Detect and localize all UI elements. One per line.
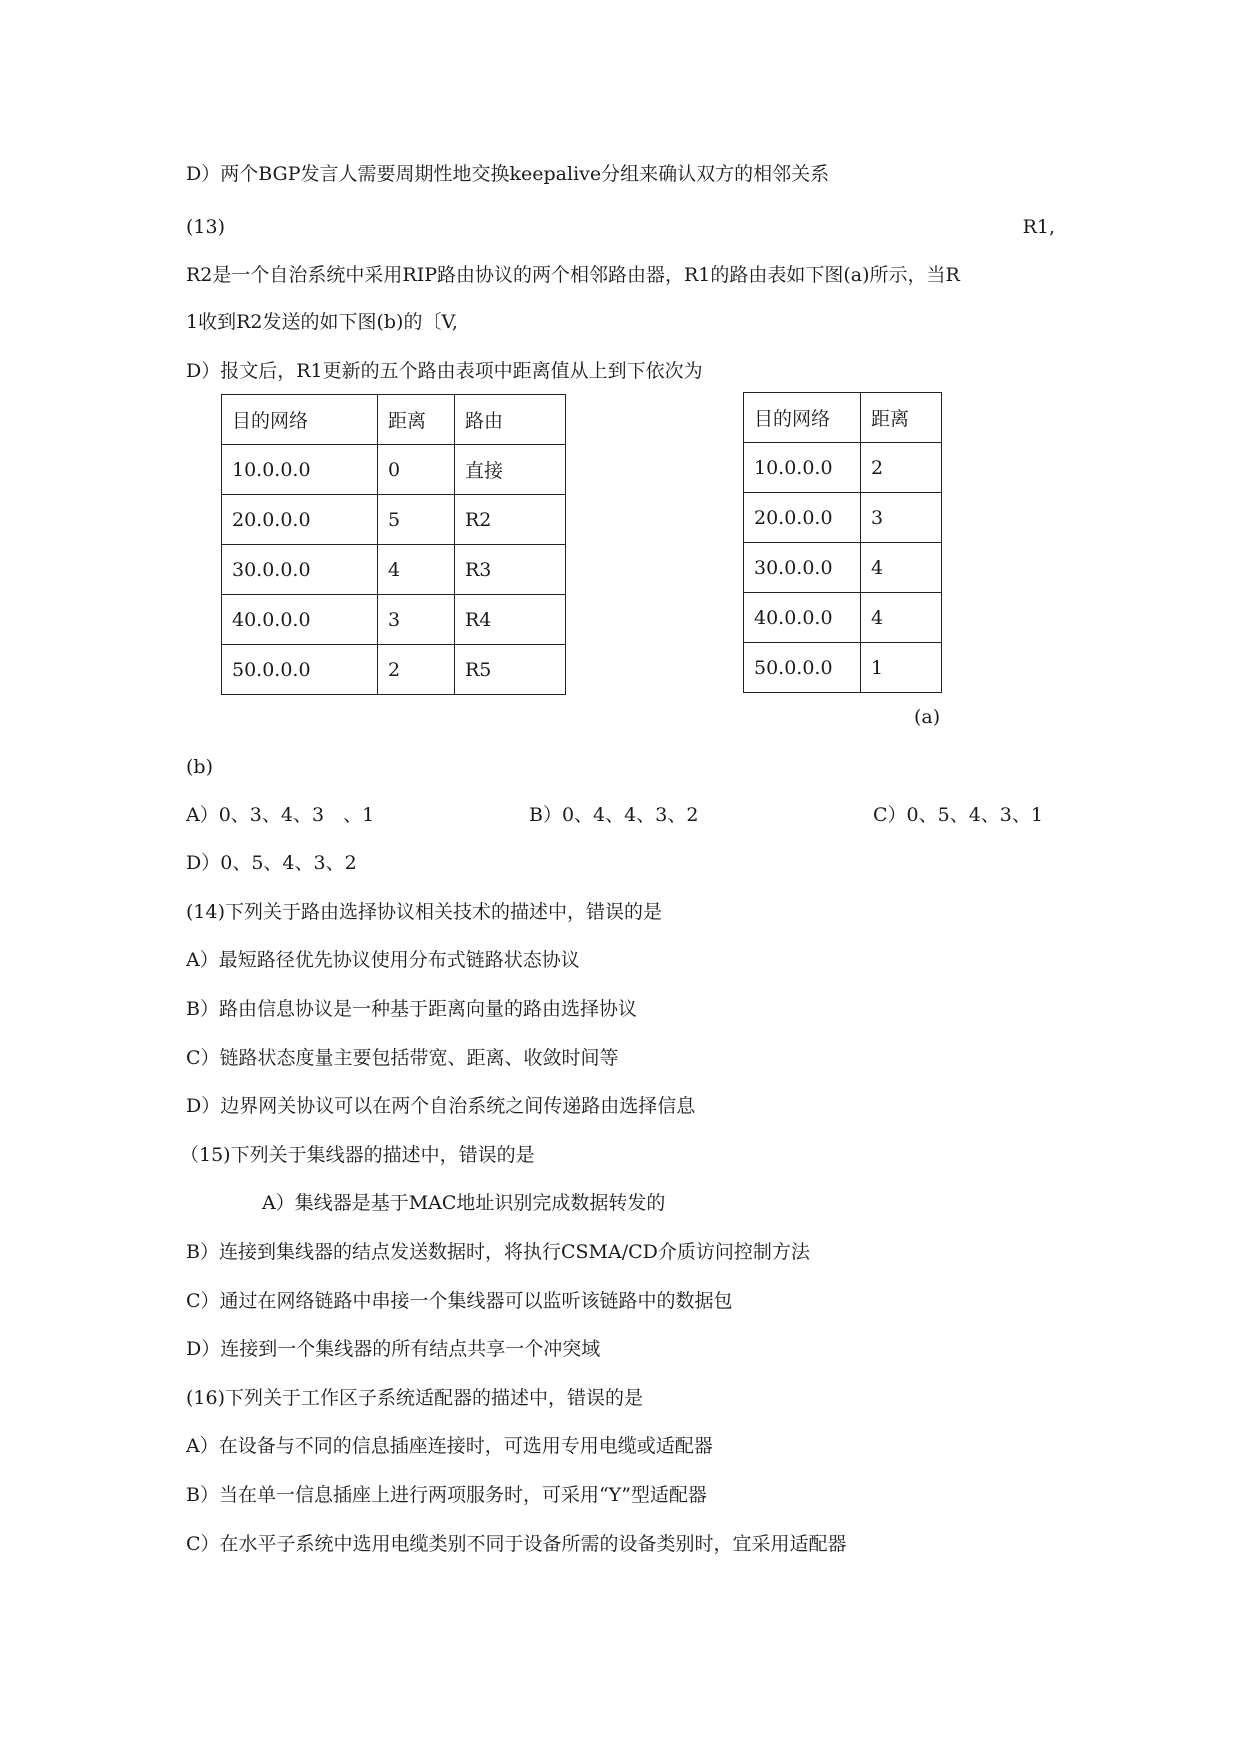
q16-option-a: A）在设备与不同的信息插座连接时，可选用专用电缆或适配器 (186, 1435, 713, 1457)
q15-option-d: D）连接到一个集线器的所有结点共享一个冲突域 (186, 1338, 601, 1360)
table-header-cell: 目的网络 (222, 395, 378, 445)
question-13-number: (13) (186, 216, 226, 238)
table-cell: 20.0.0.0 (744, 493, 861, 543)
table-row (744, 593, 942, 643)
table-cell: 30.0.0.0 (222, 545, 378, 595)
table-cell: 10.0.0.0 (222, 445, 378, 495)
caption-b: (b) (186, 756, 213, 778)
table-row (222, 495, 566, 545)
table-cell: 2 (861, 443, 942, 493)
table-cell: 1 (861, 643, 942, 693)
routing-table-a (221, 394, 566, 695)
table-cell: 50.0.0.0 (222, 645, 378, 695)
table-cell: 2 (378, 645, 455, 695)
q13-option-d: D）0、5、4、3、2 (186, 852, 357, 874)
table-cell: 40.0.0.0 (222, 595, 378, 645)
table-cell: 3 (861, 493, 942, 543)
q14-option-d: D）边界网关协议可以在两个自治系统之间传递路由选择信息 (186, 1095, 696, 1117)
table-cell: 50.0.0.0 (744, 643, 861, 693)
table-row (222, 645, 566, 695)
table-row (744, 543, 942, 593)
table-cell: 40.0.0.0 (744, 593, 861, 643)
table-header-cell: 路由 (455, 395, 566, 445)
table-cell: 4 (378, 545, 455, 595)
table-cell: 4 (861, 593, 942, 643)
table-header-cell: 距离 (378, 395, 455, 445)
table-cell: R2 (455, 495, 566, 545)
table-header-row (744, 393, 942, 443)
table-row (744, 643, 942, 693)
q13-option-c: C）0、5、4、3、1 (873, 804, 1043, 826)
question-13-text-line3: 1收到R2发送的如下图(b)的〔V, (186, 311, 458, 333)
q15-option-c: C）通过在网络链路中串接一个集线器可以监听该链路中的数据包 (186, 1290, 733, 1312)
table-cell: 直接 (455, 445, 566, 495)
question-13-r1: R1, (1022, 216, 1055, 238)
q14-option-b: B）路由信息协议是一种基于距离向量的路由选择协议 (186, 998, 637, 1020)
table-header-cell: 距离 (861, 393, 942, 443)
option-d-bgp: D）两个BGP发言人需要周期性地交换keepalive分组来确认双方的相邻关系 (186, 163, 830, 185)
question-13-text-line4: D）报文后，R1更新的五个路由表项中距离值从上到下依次为 (186, 360, 703, 382)
q16-option-b: B）当在单一信息插座上进行两项服务时，可采用“Y”型适配器 (186, 1484, 707, 1506)
question-14: (14)下列关于路由选择协议相关技术的描述中，错误的是 (186, 901, 663, 923)
table-cell: 0 (378, 445, 455, 495)
caption-a: (a) (914, 706, 941, 728)
table-header-row (222, 395, 566, 445)
table-cell: 3 (378, 595, 455, 645)
q13-option-a: A）0、3、4、3 、1 (186, 804, 375, 826)
table-row (222, 445, 566, 495)
question-16: (16)下列关于工作区子系统适配器的描述中，错误的是 (186, 1387, 644, 1409)
q14-option-a: A）最短路径优先协议使用分布式链路状态协议 (186, 949, 580, 971)
q16-option-c: C）在水平子系统中选用电缆类别不同于设备所需的设备类别时，宜采用适配器 (186, 1533, 847, 1555)
table-cell: 20.0.0.0 (222, 495, 378, 545)
table-cell: R3 (455, 545, 566, 595)
q15-option-a: A）集线器是基于MAC地址识别完成数据转发的 (262, 1192, 666, 1214)
table-row (222, 595, 566, 645)
table-cell: 5 (378, 495, 455, 545)
table-cell: 4 (861, 543, 942, 593)
table-row (222, 545, 566, 595)
table-cell: 30.0.0.0 (744, 543, 861, 593)
table-cell: R4 (455, 595, 566, 645)
table-cell: R5 (455, 645, 566, 695)
table-row (744, 443, 942, 493)
routing-table-b (743, 392, 942, 693)
q13-option-b: B）0、4、4、3、2 (529, 804, 699, 826)
table-header-cell: 目的网络 (744, 393, 861, 443)
q14-option-c: C）链路状态度量主要包括带宽、距离、收敛时间等 (186, 1047, 619, 1069)
table-row (744, 493, 942, 543)
question-15: （15)下列关于集线器的描述中，错误的是 (180, 1144, 535, 1166)
q15-option-b: B）连接到集线器的结点发送数据时，将执行CSMA/CD介质访问控制方法 (186, 1241, 810, 1263)
question-13-text-line2: R2是一个自治系统中采用RIP路由协议的两个相邻路由器，R1的路由表如下图(a)所示，当R (186, 264, 960, 286)
table-cell: 10.0.0.0 (744, 443, 861, 493)
